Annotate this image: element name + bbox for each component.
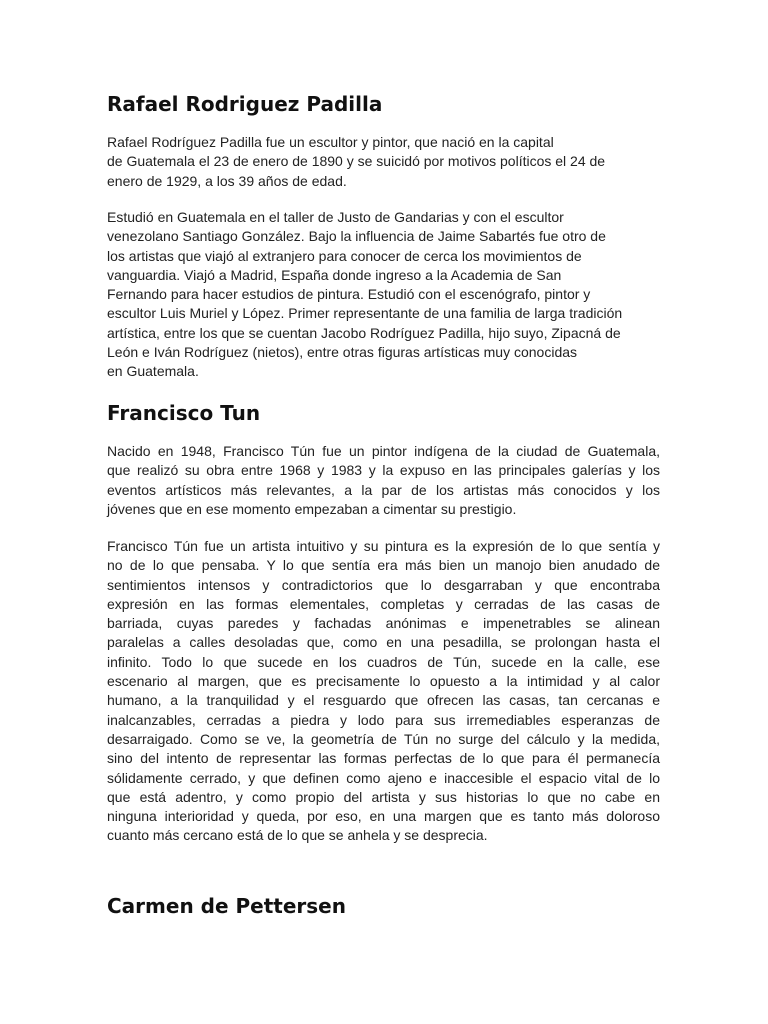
text-line: en Guatemala. [107,363,199,380]
text-line: paralelas a calles desoladas que, como en una pesadilla, se prolongan hasta el [107,634,660,651]
text-line: humano, a la tranquilidad y el resguardo que ofrecen las casas, tan cercanas e [107,692,660,709]
text-line: escultor Luis Muriel y López. Primer representante de una familia de larga tradición [107,305,623,322]
text-line: enero de 1929, a los 39 años de edad. [107,172,347,189]
text-line: artística, entre los que se cuentan Jacobo Rodríguez Padilla, hijo suyo, Zipacná de [107,324,621,341]
text-line: infinito. Todo lo que sucede en los cuadros de Tún, sucede en la calle, ese [107,653,660,670]
text-line: no de lo que pensaba. Y lo que sentía era más bien un manojo bien anudado de [107,557,660,574]
paragraph-rafael-2 [107,208,660,382]
text-line: jóvenes que en ese momento empezaban a cimentar su prestigio. [107,500,517,517]
text-line: sentimientos intensos y contradictorios que lo desgarraban y que encontraba [107,576,660,593]
text-line: sólidamente cerrado, y que definen como ajeno e inaccesible el espacio vital de lo [107,769,660,786]
heading-carmen: Carmen de Pettersen [107,894,346,918]
text-line: que realizó su obra entre 1968 y 1983 y la expuso en las principales galerías y los [107,462,660,479]
text-line: inalcanzables, cerradas a piedra y lodo para sus irremediables esperanzas de [107,711,660,728]
text-line: cuanto más cercano está de lo que se anhela y se desprecia. [107,827,488,844]
text-line: que está adentro, y como propio del artista y sus historias lo que no cabe en [107,788,660,805]
text-line: vanguardia. Viajó a Madrid, España donde ingreso a la Academia de San [107,266,562,283]
text-line: Francisco Tún fue un artista intuitivo y su pintura es la expresión de lo que sentía y [107,538,660,554]
text-line: de Guatemala el 23 de enero de 1890 y se suicidó por motivos políticos el 24 de [107,153,606,170]
paragraph-francisco-1 [107,442,660,519]
text-line: venezolano Santiago González. Bajo la influencia de Jaime Sabartés fue otro de [107,228,606,245]
text-line: ninguna interioridad y queda, por eso, en una margen que es tanto más doloroso [107,808,660,825]
text-line: Nacido en 1948, Francisco Tún fue un pintor indígena de la ciudad de Guatemala, [107,443,660,459]
text-line: barriada, cuyas paredes y fachadas anónimas e impenetrables se alinean [107,615,660,632]
text-line: escenario al margen, que es precisamente lo opuesto a la intimidad y al calor [107,673,660,690]
paragraph-rafael-1 [107,133,660,191]
text-line: Rafael Rodríguez Padilla fue un escultor y pintor, que nació en la capital [107,134,554,150]
text-line: sino del intento de representar las formas perfectas de lo que para él permanecía [107,750,660,767]
paragraph-francisco-2 [107,537,660,846]
text-line: León e Iván Rodríguez (nietos), entre otras figuras artísticas muy conocidas [107,344,578,361]
text-line: los artistas que viajó al extranjero para conocer de cerca los movimientos de [107,247,582,264]
heading-francisco: Francisco Tun [107,401,261,425]
text-line: Estudió en Guatemala en el taller de Justo de Gandarias y con el escultor [107,209,564,225]
text-line: expresión en las formas elementales, completas y cerradas de las casas de [107,595,660,612]
heading-rafael: Rafael Rodriguez Padilla [107,92,383,116]
text-line: desarraigado. Como se ve, la geometría de Tún no surge del cálculo y la medida, [107,730,660,747]
text-line: Fernando para hacer estudios de pintura. Estudió con el escenógrafo, pintor y [107,286,591,303]
text-line: eventos artísticos más relevantes, a la par de los artistas más conocidos y los [107,481,660,498]
